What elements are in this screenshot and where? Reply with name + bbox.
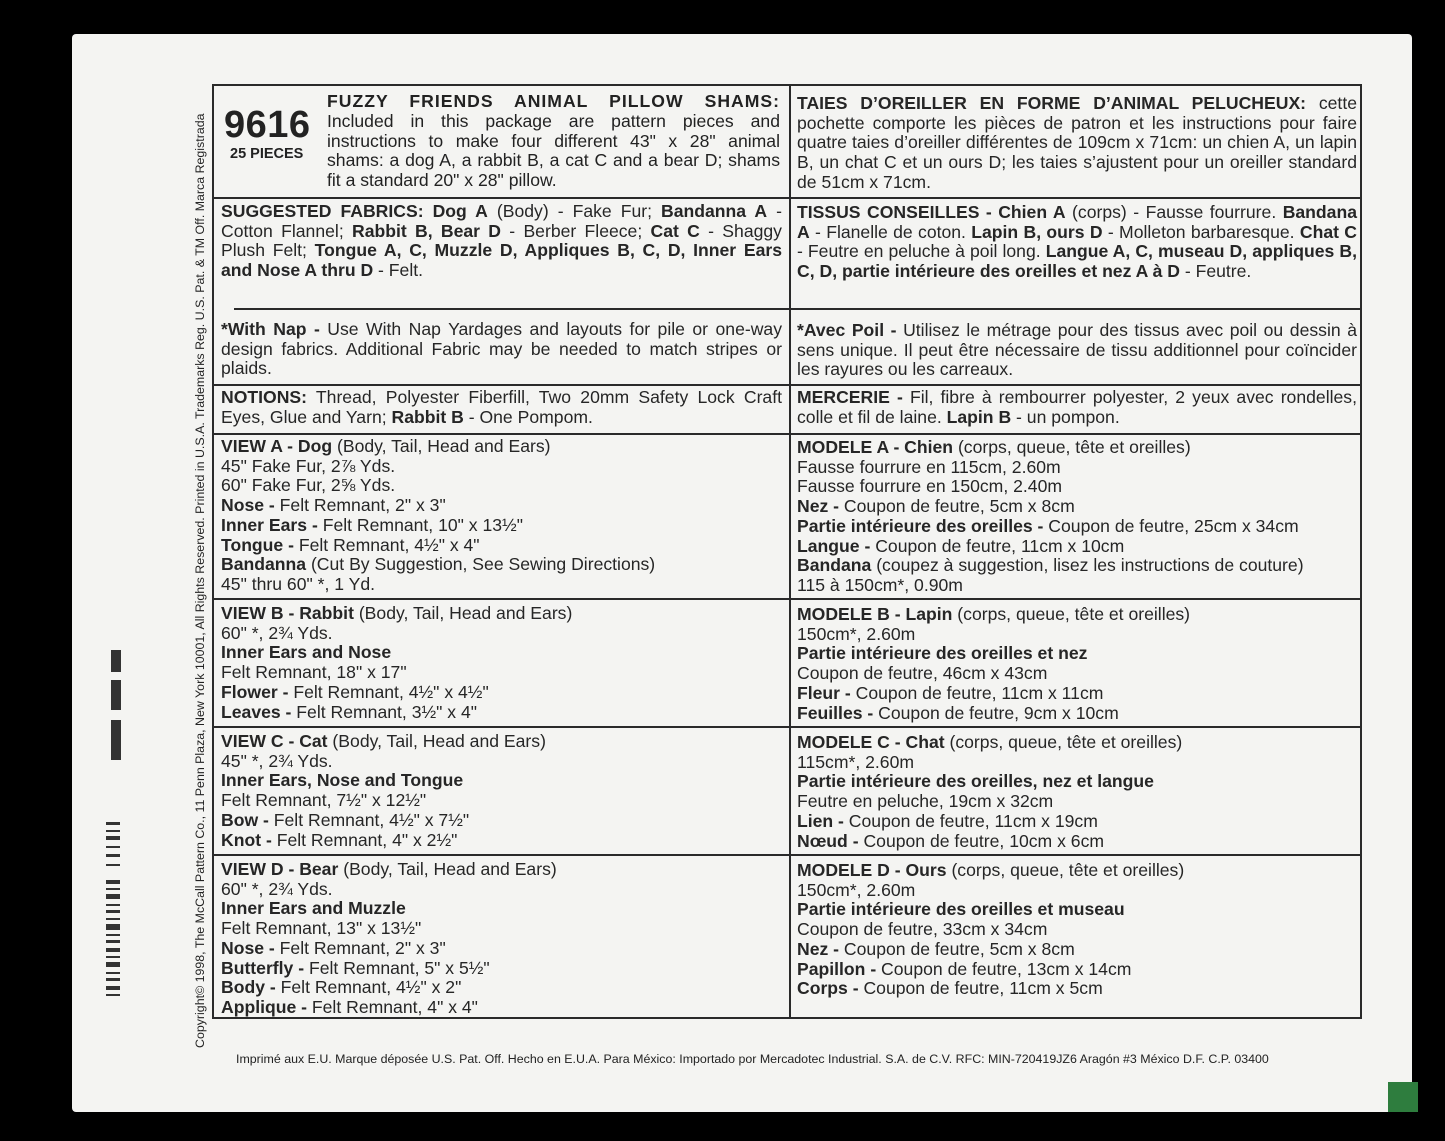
- view-line-bold: Inner Ears and Muzzle: [221, 898, 406, 919]
- view-line-text: Coupon de feutre, 5cm x 8cm: [839, 496, 1075, 517]
- view-line-bold: MODELE A - Chien: [797, 437, 954, 457]
- nap-fr-text: Utilisez le métrage pour des tissus avec poil ou dessin à sens unique. Il peut être nécessaire de tissu additionnel pour coïncider les rayures ou les carreaux.: [797, 320, 1357, 380]
- view-line: [797, 772, 1357, 792]
- view-line: [797, 625, 1357, 645]
- view-line-text: Felt Remnant, 2" x 3": [274, 937, 446, 958]
- view-line-bold: Leaves -: [221, 701, 292, 722]
- fabrics-fr-bold: Bandana A: [797, 202, 1357, 242]
- view-line: [221, 536, 782, 556]
- fabrics-fr-bold: Lapin B, ours D: [971, 221, 1103, 242]
- view-line-bold: Bandana: [797, 555, 872, 576]
- view-line-text: Coupon de feutre, 9cm x 10cm: [873, 702, 1119, 723]
- copyright-side-text: Copyright© 1998, The McCall Pattern Co., 11 Penn Plaza, New York 10001, All Rights Reserved. Printed in U.S.A. Trademarks Reg. U.S. Pat. & TM Off. Marca Registrada: [193, 113, 207, 1048]
- view-line: [221, 939, 782, 959]
- view-line: [221, 683, 782, 703]
- fabrics-en-text: - Berber Fleece;: [501, 220, 651, 241]
- intro-fr-title: TAIES D’OREILLER EN FORME D’ANIMAL PELUCHEUX:: [797, 93, 1307, 113]
- view-line-bold: VIEW A - Dog: [221, 436, 333, 456]
- view-line-bold: Flower -: [221, 681, 289, 702]
- view-line: [797, 556, 1357, 576]
- view-line: [797, 576, 1357, 596]
- view-line-text: 150cm*, 2.60m: [797, 623, 916, 644]
- intro-fr: [797, 94, 1357, 193]
- view-line-bold: Partie intérieure des oreilles -: [797, 515, 1044, 536]
- view-line: [221, 457, 782, 477]
- notions-en-text: - One Pompom.: [463, 406, 593, 427]
- notions-fr-text: - un pompon.: [1011, 406, 1120, 427]
- fabrics-en: [221, 202, 782, 281]
- view-line: [221, 811, 782, 831]
- view-line: [797, 664, 1357, 684]
- view-line: [221, 555, 782, 575]
- row-divider: [791, 384, 1360, 386]
- view-line-bold: Nez -: [797, 496, 840, 517]
- view-line: [797, 979, 1357, 999]
- view-line-text: (Body, Tail, Head and Ears): [338, 859, 557, 879]
- view-line-text: Felt Remnant, 4½" x 4": [293, 534, 480, 555]
- view-line: [797, 605, 1357, 625]
- nap-en-text: Use With Nap Yardages and layouts for pile or one-way design fabrics. Additional Fabric may be needed to match stripes or plaids.: [221, 319, 782, 379]
- view-line-text: 115 à 150cm*, 0.90m: [797, 574, 963, 595]
- view-line: [221, 860, 782, 880]
- view-line-text: Felt Remnant, 7½" x 12½": [221, 790, 427, 811]
- view-line: [221, 771, 782, 791]
- view-line: [797, 684, 1357, 704]
- view-line: [797, 704, 1357, 724]
- view-line-text: 45" thru 60" *, 1 Yd.: [221, 573, 375, 594]
- view-line-text: Coupon de feutre, 10cm x 6cm: [858, 830, 1105, 851]
- view-line: [221, 831, 782, 851]
- view-line-text: 60" *, 2¾ Yds.: [221, 622, 333, 643]
- nap-en: [221, 320, 782, 379]
- view-line-text: (Body, Tail, Head and Ears): [353, 603, 573, 623]
- view-line: [797, 438, 1357, 458]
- view-line-bold: MODELE B - Lapin: [797, 604, 953, 624]
- view-line: [797, 861, 1357, 881]
- view-line-text: Coupon de feutre, 46cm x 43cm: [797, 663, 1048, 684]
- view-line: [797, 960, 1357, 980]
- view-c-fr: [797, 733, 1357, 851]
- view-line-bold: Bow -: [221, 809, 269, 830]
- view-line-text: Felt Remnant, 4" x 2½": [271, 829, 458, 850]
- view-line: [797, 477, 1357, 497]
- view-line-text: (corps, queue, tête et oreilles): [953, 437, 1191, 457]
- view-line: [221, 880, 782, 900]
- instruction-table: [212, 84, 1362, 1019]
- row-divider: [214, 197, 789, 199]
- view-line: [221, 978, 782, 998]
- view-line-bold: Partie intérieure des oreilles et nez: [797, 643, 1088, 664]
- view-line-text: (coupez à suggestion, lisez les instructions de couture): [871, 555, 1304, 576]
- view-line-bold: Partie intérieure des oreilles et museau: [797, 899, 1125, 920]
- fabrics-fr-label: TISSUS CONSEILLES - Chien A: [797, 202, 1066, 222]
- view-line-text: Felt Remnant, 3½" x 4": [291, 701, 477, 722]
- view-line: [797, 497, 1357, 517]
- fabrics-en-text: - Felt.: [373, 260, 424, 281]
- notions-fr: [797, 388, 1357, 427]
- view-line-bold: Inner Ears and Nose: [221, 642, 392, 663]
- fabrics-en-label: SUGGESTED FABRICS: Dog A: [221, 201, 488, 221]
- green-sticker: [1388, 1082, 1418, 1112]
- view-a-fr: [797, 438, 1357, 596]
- view-line-bold: Corps -: [797, 978, 859, 999]
- fabrics-fr: [797, 203, 1357, 282]
- view-line: [797, 832, 1357, 852]
- view-line-bold: Body -: [221, 977, 276, 998]
- view-line: [797, 644, 1357, 664]
- barcode: [104, 822, 122, 998]
- view-line: [797, 733, 1357, 753]
- notions-fr-bold: Lapin B: [946, 406, 1012, 427]
- view-line-text: Coupon de feutre, 33cm x 34cm: [797, 919, 1048, 940]
- view-line-bold: VIEW D - Bear: [221, 859, 339, 879]
- view-line-text: 115cm*, 2.60m: [797, 751, 915, 772]
- view-line-text: Felt Remnant, 2" x 3": [274, 495, 446, 516]
- view-line-bold: Bandanna: [221, 554, 307, 575]
- view-line: [797, 753, 1357, 773]
- fabrics-en-bold: Rabbit B, Bear D: [352, 220, 502, 241]
- view-line: [797, 537, 1357, 557]
- view-line-text: (corps, queue, tête et oreilles): [946, 860, 1185, 880]
- intro-fr-text: cette pochette comporte les pièces de patron et les instructions pour faire quatre taies d’oreiller différentes de 109cm x 71cm: un chien A, un lapin B, un chat C et un ours D; les taies s’ajustent pour un oreiller standard de 51cm x 71cm.: [797, 93, 1357, 192]
- view-line: [221, 663, 782, 683]
- notions-en-bold: Rabbit B: [391, 406, 464, 427]
- row-divider: [791, 308, 1360, 310]
- notions-fr-label: MERCERIE -: [797, 387, 903, 407]
- view-line-bold: Langue -: [797, 535, 871, 556]
- price-mark: [108, 650, 124, 768]
- row-divider: [214, 433, 1360, 435]
- view-line-text: (Cut By Suggestion, See Sewing Directions): [306, 554, 656, 575]
- view-b-en: [221, 604, 782, 722]
- view-b-fr: [797, 605, 1357, 723]
- fabrics-en-bold: Cat C: [650, 220, 700, 241]
- view-line: [221, 959, 782, 979]
- view-line: [221, 496, 782, 516]
- view-line-text: 60" Fake Fur, 2⅝ Yds.: [221, 475, 396, 496]
- nap-fr-label: *Avec Poil -: [797, 320, 897, 340]
- view-line-text: (Body, Tail, Head and Ears): [332, 436, 551, 456]
- view-line-bold: Applique -: [221, 996, 308, 1017]
- view-line-bold: VIEW B - Rabbit: [221, 603, 354, 623]
- view-line: [221, 791, 782, 811]
- view-line: [797, 940, 1357, 960]
- view-line: [221, 624, 782, 644]
- view-line-bold: Tongue -: [221, 534, 294, 555]
- view-line-text: Feutre en peluche, 19cm x 32cm: [797, 791, 1054, 812]
- view-line-bold: Nose -: [221, 937, 275, 958]
- view-line-bold: Inner Ears, Nose and Tongue: [221, 770, 464, 791]
- view-line-bold: Knot -: [221, 829, 272, 850]
- view-line-bold: VIEW C - Cat: [221, 731, 328, 751]
- view-line-text: Felt Remnant, 4" x 4": [307, 996, 478, 1017]
- notions-en: [221, 388, 782, 427]
- pieces-count: 25 PIECES: [230, 146, 304, 162]
- fabrics-fr-text: - Flanelle de coton.: [809, 221, 972, 242]
- view-line-bold: Inner Ears -: [221, 514, 318, 535]
- view-line-text: Coupon de feutre, 25cm x 34cm: [1043, 515, 1299, 536]
- view-line: [797, 920, 1357, 940]
- view-line: [221, 437, 782, 457]
- view-line-text: 45" *, 2¾ Yds.: [221, 750, 333, 771]
- view-line-text: Felt Remnant, 13" x 13½": [221, 918, 422, 939]
- view-line-bold: Feuilles -: [797, 702, 874, 723]
- view-line: [221, 703, 782, 723]
- view-line: [221, 899, 782, 919]
- row-divider: [234, 308, 789, 310]
- view-line-text: Fausse fourrure en 150cm, 2.40m: [797, 476, 1063, 497]
- view-line-text: Coupon de feutre, 11cm x 5cm: [858, 978, 1103, 999]
- notions-en-text: Thread, Polyester Fiberfill, Two 20mm Safety Lock Craft Eyes, Glue and Yarn;: [221, 387, 782, 427]
- view-line-bold: MODELE D - Ours: [797, 860, 947, 880]
- view-line: [221, 604, 782, 624]
- fabrics-fr-text: - Feutre en peluche à poil long.: [797, 241, 1046, 262]
- view-line-text: 60" *, 2¾ Yds.: [221, 878, 333, 899]
- view-line: [797, 458, 1357, 478]
- column-divider: [789, 86, 791, 1017]
- view-line-text: Fausse fourrure en 115cm, 2.60m: [797, 456, 1061, 477]
- view-line-text: Coupon de feutre, 11cm x 10cm: [870, 535, 1125, 556]
- view-line-bold: Butterfly -: [221, 957, 305, 978]
- view-line-bold: Papillon -: [797, 958, 877, 979]
- nap-fr: [797, 321, 1357, 380]
- view-line-bold: Partie intérieure des oreilles, nez et langue: [797, 771, 1154, 792]
- intro-en-text: Included in this package are pattern pieces and instructions to make four different 43" x 28" animal shams: a dog A, a rabbit B, a cat C and a bear D; shams fit a standard 20" x 28" pillow.: [327, 110, 780, 191]
- row-divider: [214, 854, 1360, 856]
- view-line-bold: Lien -: [797, 810, 844, 831]
- fabrics-en-text: (Body) - Fake Fur;: [487, 201, 662, 221]
- view-line: [797, 792, 1357, 812]
- fabrics-en-bold: Bandanna A: [661, 201, 768, 221]
- view-line-text: Coupon de feutre, 11cm x 19cm: [843, 810, 1098, 831]
- view-a-en: [221, 437, 782, 595]
- view-line: [221, 643, 782, 663]
- intro-en: [327, 92, 780, 191]
- view-line-bold: Nœud -: [797, 830, 859, 851]
- row-divider: [214, 598, 1360, 600]
- fabrics-en-text: - Cotton Flannel;: [221, 201, 783, 241]
- view-line: [797, 517, 1357, 537]
- view-line: [797, 812, 1357, 832]
- view-line-text: Felt Remnant, 4½" x 7½": [268, 809, 470, 830]
- view-line: [221, 575, 782, 595]
- pattern-number: 9616: [224, 104, 311, 146]
- view-line: [221, 752, 782, 772]
- view-line: [221, 732, 782, 752]
- view-c-en: [221, 732, 782, 850]
- view-d-en: [221, 860, 782, 1018]
- view-line-bold: Nez -: [797, 938, 840, 959]
- row-divider: [214, 384, 789, 386]
- fabrics-fr-text: - Molleton barbaresque.: [1102, 221, 1300, 242]
- intro-en-title: FUZZY FRIENDS ANIMAL PILLOW SHAMS:: [327, 91, 780, 111]
- fabrics-fr-bold: Chat C: [1299, 221, 1357, 242]
- view-line-text: 45" Fake Fur, 2⅞ Yds.: [221, 455, 396, 476]
- fabrics-fr-text: (corps) - Fausse fourrure.: [1065, 202, 1283, 222]
- view-line: [221, 919, 782, 939]
- fabrics-en-text: - Shaggy Plush Felt;: [221, 220, 782, 261]
- view-line-text: Felt Remnant, 5" x 5½": [304, 957, 490, 978]
- fabrics-en-bold: Tongue A, C, Muzzle D, Appliques B, C, D, Inner Ears and Nose A thru D: [221, 240, 782, 281]
- view-line-text: Felt Remnant, 10" x 13½": [317, 514, 523, 535]
- nap-en-label: *With Nap -: [221, 319, 320, 339]
- fabrics-fr-text: - Feutre.: [1179, 261, 1252, 282]
- view-line-text: 150cm*, 2.60m: [797, 879, 916, 900]
- view-line: [797, 881, 1357, 901]
- view-d-fr: [797, 861, 1357, 999]
- view-line-text: (corps, queue, tête et oreilles): [952, 604, 1191, 624]
- view-line-text: (Body, Tail, Head and Ears): [327, 731, 546, 751]
- footer-import-notice: Imprimé aux E.U. Marque déposée U.S. Pat. Off. Hecho en E.U.A. Para México: Importado por Mercadotec Industrial. S.A. de C.V. RFC: MIN-720419JZ6 Aragón #3 México D.F. C.P. 03400: [236, 1052, 1269, 1066]
- notions-en-label: NOTIONS:: [221, 387, 308, 407]
- view-line: [221, 516, 782, 536]
- row-divider: [791, 197, 1360, 199]
- view-line-bold: Fleur -: [797, 682, 851, 703]
- view-line-text: Coupon de feutre, 5cm x 8cm: [839, 938, 1075, 959]
- view-line: [221, 998, 782, 1018]
- notions-fr-text: Fil, fibre à rembourrer polyester, 2 yeux avec rondelles, colle et fil de laine.: [797, 387, 1357, 427]
- fabrics-fr-bold: Langue A, C, museau D, appliques B, C, D, partie intérieure des oreilles et nez A à D: [797, 241, 1357, 282]
- view-line-bold: Nose -: [221, 495, 275, 516]
- view-line-text: Felt Remnant, 18" x 17": [221, 662, 407, 683]
- row-divider: [214, 726, 1360, 728]
- view-line: [221, 476, 782, 496]
- view-line: [797, 900, 1357, 920]
- view-line-text: (corps, queue, tête et oreilles): [944, 732, 1183, 752]
- view-line-text: Felt Remnant, 4½" x 2": [275, 977, 462, 998]
- view-line-text: Coupon de feutre, 13cm x 14cm: [876, 958, 1132, 979]
- view-line-text: Coupon de feutre, 11cm x 11cm: [850, 682, 1104, 703]
- view-line-bold: MODELE C - Chat: [797, 732, 945, 752]
- view-line-text: Felt Remnant, 4½" x 4½": [288, 681, 489, 702]
